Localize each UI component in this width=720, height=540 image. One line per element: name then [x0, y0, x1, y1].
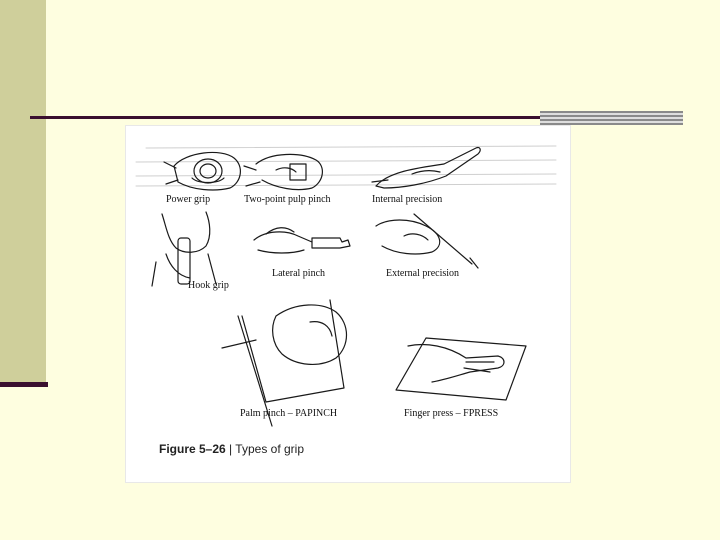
slide-side-bar: [0, 0, 46, 384]
internal-precision-icon: [372, 147, 480, 188]
grip-label: Hook grip: [188, 280, 229, 291]
grip-label: Lateral pinch: [272, 268, 326, 279]
grip-types-figure: [126, 126, 570, 482]
grip-illustrations: [126, 126, 570, 482]
side-bar-foot-rule: [0, 382, 48, 387]
grip-label: Two-point pulp pinch: [244, 194, 331, 205]
grip-label: Finger press – FPRESS: [404, 408, 499, 419]
figure-title: Types of grip: [235, 442, 304, 456]
figure-caption: [159, 442, 304, 456]
hook-grip-icon: [152, 212, 216, 286]
grip-label: Palm pinch – PAPINCH: [240, 408, 338, 419]
title-rule: [30, 116, 540, 119]
grip-label: External precision: [386, 268, 460, 279]
pulp-pinch-icon: [244, 154, 322, 189]
finger-press-icon: [396, 338, 526, 400]
figure-number: Figure 5–26: [159, 442, 226, 456]
grip-label: Internal precision: [372, 194, 443, 205]
power-grip-icon: [164, 152, 240, 190]
title-rule-accent: [540, 111, 683, 125]
caption-separator: |: [229, 442, 233, 456]
external-precision-icon: [376, 214, 478, 268]
grip-label: Power grip: [166, 194, 211, 205]
lateral-pinch-icon: [254, 228, 350, 253]
